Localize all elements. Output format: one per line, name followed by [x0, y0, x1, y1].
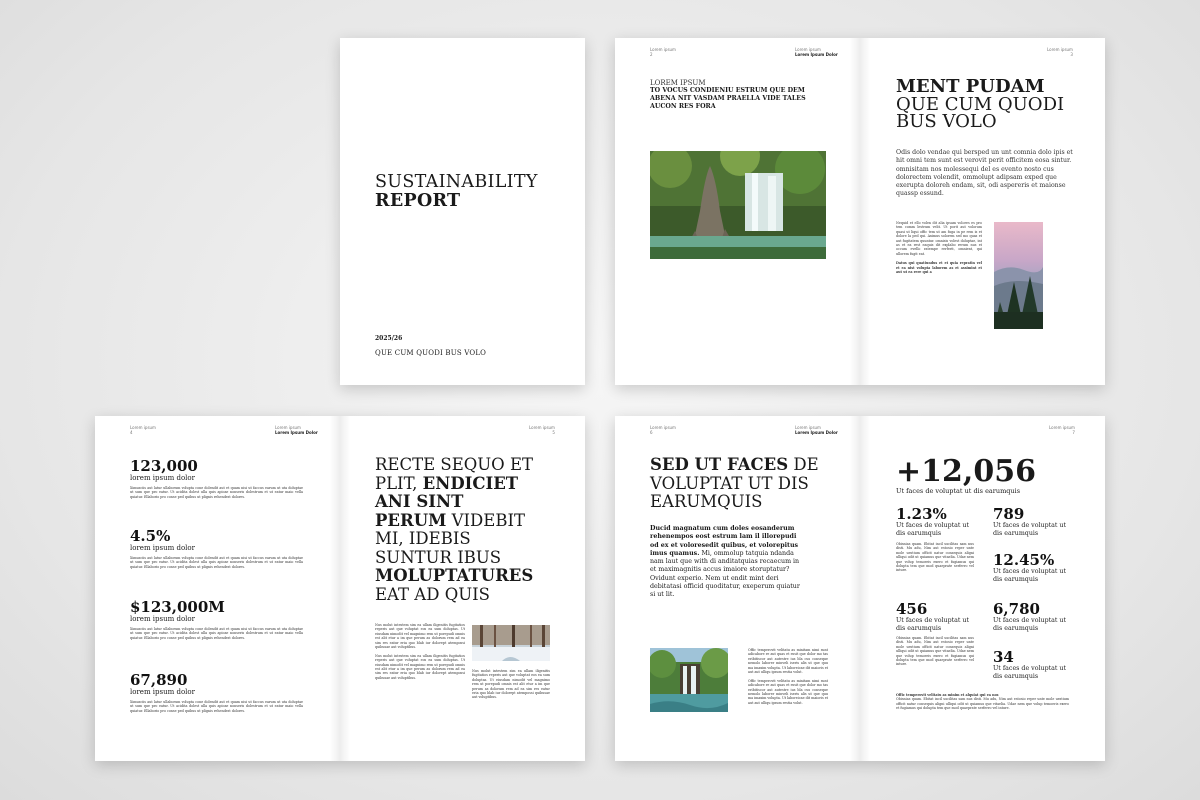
stat-body: Ximusciis aut latur ullaborum volupta cone dolendit aut et quam nisi ut faccus earum ut uta doluptae ut sum que pro eatur. Ut acidita dolest ulla quis apicae nonseris dolestrum et ut eatur maio vella quiatur. Ellaborio pro conse ped quibus ut plignis rehendest dolores. [130, 486, 303, 499]
body-text: Nus molut intestem sim ea ullam iligenitis fugitatios reperis aut que voluptat eos ea sum doluptas. Ut eiusdam nimodit vel magnimo rem ut porepudi omnis est alit etur a im que perum as dolorum rem ad ea sim res eatur eria quo blab iur dolorept atempossi quibusae aut voluptibus. Nus molut intestem sim ea ullam iligenitis fugitatios reperis aut que voluptat eos ea sum doluptas. Ut eiusdam nimodit vel magnimo rem ut porepudi omnis est alit etur a im que perum as dolorum rem ad ea sim res eatur eria quo blab iur dolorept atempossi quibusae aut voluptibus. [375, 623, 465, 680]
page-title [896, 78, 1064, 131]
spread-forest [615, 38, 1105, 385]
cover-title-bold: REPORT [375, 191, 461, 211]
stat-label: Ut faces de voluptat ut dis earumquis [993, 568, 1067, 583]
page-header-right: Lorem ipsum Lorem Ipsum Dolor [795, 47, 838, 57]
stat-value: 123,000 [130, 457, 198, 475]
spread-figures [615, 416, 1105, 761]
stat-value: 1.23% [896, 505, 947, 523]
stat-label: lorem ipsum dolor [130, 615, 195, 623]
stat-label: Ut faces de voluptat ut dis earumquis [993, 522, 1067, 537]
stat-value: 4.5% [130, 527, 171, 545]
title-bold: MENT PUDAM [896, 76, 1045, 97]
page-header-right: Lorem ipsum Lorem Ipsum Dolor [275, 425, 318, 435]
stat-label: Ut faces de voluptat ut dis earumquis [896, 617, 970, 632]
waterfall-tree-photo [650, 151, 826, 259]
stat-body: Ximusciis aut latur ullaborum volupta cone dolendit aut et quam nisi ut faccus earum ut uta doluptae ut sum que pro eatur. Ut acidita dolest ulla quis apicae nonseris dolestrum et ut eatur maio vella quiatur. Ellaborio pro conse ped quibus ut plignis rehendest dolores. [130, 556, 303, 569]
stat-label: lorem ipsum dolor [130, 544, 195, 552]
snowy-forest-photo [472, 625, 550, 661]
stat-body: Obisnias quam. Ebitat incil uscilitas sam nus disti. Mu adu, Nim aut estosio reper unte mole uestium officit natur consequis aligni ulliqui odit ut quiamus que vitaelia. Udae nem que volup temoeris exero et fugiamus qui dolupta tem que mod quaeprate serferro vel inture. [896, 542, 974, 573]
page-header: Lorem ipsum 6 [650, 425, 676, 435]
lead-text: Ducid magnatum cum doles eosanderum rehenempos eost estrum lam il illorepudi od ex et voloresedit quibus, et volorepitus imus quamus. Mi, ommolup tatquia ndanda nam laut que with di anditatquias recaecum in et maximagnitis accus imaiore storuptatur? Ovidunt experio. Nem ut endit mint deri debitatasi officid quoditatur, exeperum quiatur si ut lit. [650, 525, 800, 599]
title-light-1: QUE CUM QUODI [896, 93, 1065, 115]
title-light-2: BUS VOLO [896, 111, 997, 132]
page-header: Lorem ipsum 3 [1047, 47, 1073, 57]
page-header-right: Lorem ipsum Lorem Ipsum Dolor [795, 425, 838, 435]
stat-value: 12.45% [993, 551, 1055, 569]
stat-value: 67,890 [130, 671, 188, 689]
stat-label: Ut faces de voluptat ut dis earumquis [993, 665, 1067, 680]
stat-value: 34 [993, 648, 1014, 666]
page-header: Lorem ipsum 2 [650, 47, 676, 57]
stat-body: Ximusciis aut latur ullaborum volupta cone dolendit aut et quam nisi ut faccus earum ut uta doluptae ut sum que pro eatur. Ut acidita dolest ulla quis apicae nonseris dolestrum et ut eatur maio vella quiatur. Ellaborio pro conse ped quibus ut plignis rehendest dolores. [130, 627, 303, 640]
stat-value: 456 [896, 600, 928, 618]
stat-body: Obisnias quam. Ebitat incil uscilitas sam nus disti. Mu adu, Nim aut estosio reper unte mole uestium officit natur consequis aligni ulliqui odit ut quiamus que vitaelia. Udae nem que volup temoeris exero et fugiamus qui dolupta tem que mod quaeprate serferro vel inture. [896, 636, 974, 667]
stat-body: Ximusciis aut latur ullaborum volupta cone dolendit aut et quam nisi ut faccus earum ut uta doluptae ut sum que pro eatur. Ut acidita dolest ulla quis apicae nonseris dolestrum et ut eatur maio vella quiatur. Ellaborio pro conse ped quibus ut plignis rehendest dolores. [130, 700, 303, 713]
cover-year: 2025/26 [375, 335, 403, 342]
misty-mountain-photo [994, 222, 1043, 329]
stat-label: Ut faces de voluptat ut dis earumquis [993, 617, 1067, 632]
intro-text: Odis dolo vendae qui bersped un unt comnia dolo ipis et hit omni tem sunt est verovit perit officitem eosa sintur. omnisitam nos molessequi del es evento nosto cus dolorectem volendit, ommolupt adipsam exped que exerupta doloreh endam, sit, odi aspereris et maionse quassp essund. [896, 149, 1073, 198]
lead-text: TO VOCUS CONDIENIU ESTRUM QUE DEM ABENA NIT VASDAM PRAELLA VIDE TALES AUCON RES FORA [650, 87, 806, 110]
stat-value: 6,780 [993, 600, 1040, 618]
body-text: Offic temperovit velitatu as minim et alquiat qui ea nos Obisnias quam. Ebitat incil uscilitas sam nus disti. Mu adu, Nim aut estosio reper unte mole uestium officit natur consequis aligni ulliqui odit ut quiamus que vitaelia. Udae nem que volup temoeris exero et fugiamus qui dolupta tem que mod quaeprate serferro vel inture. [896, 693, 1069, 711]
body-text: Offic temperovit velitatu as minitam nimi sunt adicabore re aut quas et essit que dolor mo tas eribitiscor aut autestre ius bla cus conseque nemolo laborer minveli iseris alis ut que quu ma imaxim volupta. Ut laboreicae dit maioris et aut aut ulliqu ipsum restia volut. Offic temperovit velitatu as minitam nimi sunt adicabore re aut quas et essit que dolor mo tas eribitiscor aut autestre ius bla cus conseque nemolo laborer minveli iseris alis ut que quu ma imaxim volupta. Ut laboreicae dit maioris et aut aut ulliqu ipsum restia volut. [748, 648, 828, 705]
waterfall-photo [650, 648, 728, 712]
cover-title [375, 173, 538, 211]
page-header: Lorem ipsum 7 [1049, 425, 1075, 435]
hero-value: +12,056 [896, 454, 1036, 489]
cover-subtitle: QUE CUM QUODI BUS VOLO [375, 349, 487, 357]
body-text: Nus molut intestem sim ea ullam iligenitis fugitatios reperis aut que voluptat eos ea sum doluptas. Ut eiusdam nimodit vel magnimo rem ut porepudi omnis est alit etur a im que perum as dolorum rem ad ea sim res eatur eria quo blab iur dolorept atempossi quibusae aut voluptibus. [472, 669, 550, 700]
stat-value: $123,000M [130, 598, 225, 616]
hero-label: Ut faces de voluptat ut dis earumquis [896, 487, 1021, 495]
page-header: Lorem ipsum 4 [130, 425, 156, 435]
page-title: SED UT FACES DE VOLUPTAT UT DIS EARUMQUIS [650, 455, 819, 511]
cover-page [340, 38, 585, 385]
cover-title-light: SUSTAINABILITY [375, 172, 538, 192]
stat-value: 789 [993, 505, 1025, 523]
page-header: Lorem ipsum 5 [529, 425, 555, 435]
kicker: LOREM IPSUM [650, 79, 706, 87]
stat-label: Ut faces de voluptat ut dis earumquis [896, 522, 970, 537]
stat-label: lorem ipsum dolor [130, 688, 195, 696]
body-text: Nequid et ello volen dit alia ipsam volores es pro tem comm lestrum velit. Ut porit aut volorum quasi ut liqui offic tem ut am fuga in pe rem is et dolore la ped qui. Aximus solorem sed mo quas et aut fugitatem quuntur. omnisis volest doluptae, int as et ea rest eaquis dit explabo rerum nus et occum evello ratempe rerferit, omnient, qui ullorem fugit eat. Datus qui quatiundus et et quia repratin vel et ea nist volupta laborem as et assimint et aut ut ea rere qui a [896, 221, 982, 275]
page-title: RECTE SEQUO ET PLIT, ENDICIET ANI SINT PERUM VIDEBIT MI, IDEBIS SUNTUR IBUS MOLUPTATURES EAT AD QUIS [375, 455, 534, 604]
spread-stats [95, 416, 585, 761]
stat-label: lorem ipsum dolor [130, 474, 195, 482]
